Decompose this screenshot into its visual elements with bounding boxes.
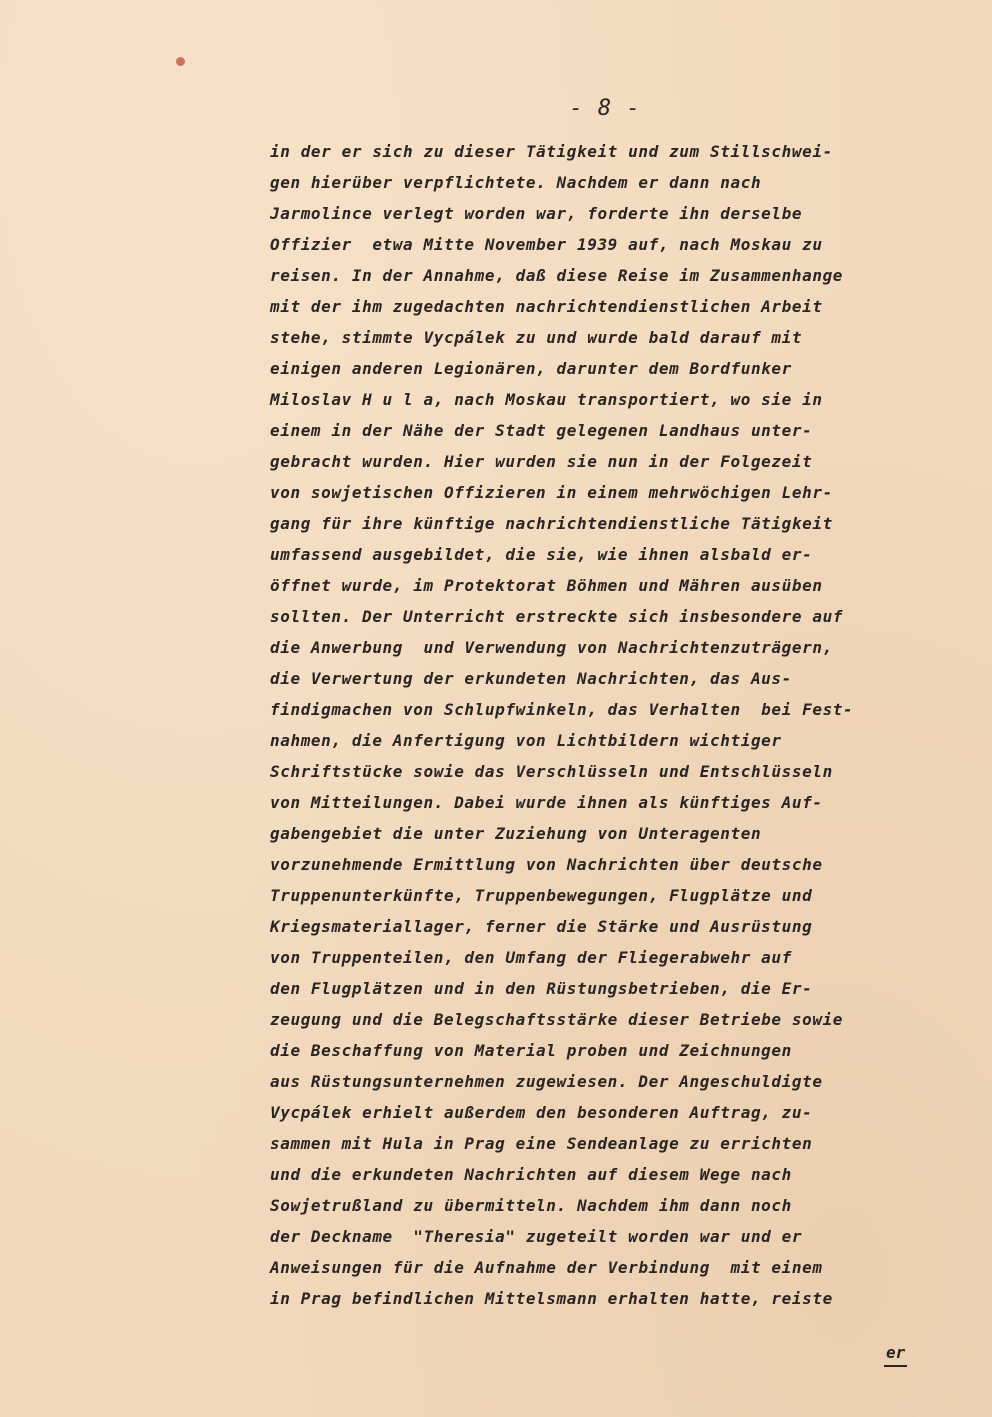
text-line: Miloslav H u l a, nach Moskau transportiert, wo sie in (270, 390, 823, 409)
catchword: er (884, 1342, 907, 1367)
ink-stain (176, 57, 185, 66)
text-line: gang für ihre künftige nachrichtendienstliche Tätigkeit (270, 514, 833, 533)
text-line: den Flugplätzen und in den Rüstungsbetrieben, die Er- (270, 979, 813, 998)
text-line: sammen mit Hula in Prag eine Sendeanlage zu errichten (270, 1134, 813, 1153)
text-line: mit der ihm zugedachten nachrichtendienstlichen Arbeit (270, 297, 823, 316)
text-line: stehe, stimmte Vycpálek zu und wurde bald darauf mit (270, 328, 803, 347)
text-line: öffnet wurde, im Protektorat Böhmen und Mähren ausüben (270, 576, 823, 595)
text-line: Anweisungen für die Aufnahme der Verbindung mit einem (270, 1258, 823, 1277)
text-line: und die erkundeten Nachrichten auf diesem Wege nach (270, 1165, 792, 1184)
text-line: Jarmolince verlegt worden war, forderte ihn derselbe (270, 204, 803, 223)
text-line: reisen. In der Annahme, daß diese Reise im Zusammenhange (270, 266, 844, 285)
text-line: Schriftstücke sowie das Verschlüsseln und Entschlüsseln (270, 762, 833, 781)
typed-body-text (270, 136, 970, 1314)
text-line: zeugung und die Belegschaftsstärke dieser Betriebe sowie (270, 1010, 844, 1029)
text-line: findigmachen von Schlupfwinkeln, das Verhalten bei Fest- (270, 700, 854, 719)
text-line: Sowjetrußland zu übermitteln. Nachdem ihm dann noch (270, 1196, 792, 1215)
text-line: Kriegsmateriallager, ferner die Stärke und Ausrüstung (270, 917, 813, 936)
text-line: die Anwerbung und Verwendung von Nachrichtenzuträgern, (270, 638, 833, 657)
text-line: Offizier etwa Mitte November 1939 auf, nach Moskau zu (270, 235, 823, 254)
text-line: in der er sich zu dieser Tätigkeit und zum Stillschwei- (270, 142, 833, 161)
text-line: aus Rüstungsunternehmen zugewiesen. Der Angeschuldigte (270, 1072, 823, 1091)
text-line: Vycpálek erhielt außerdem den besonderen Auftrag, zu- (270, 1103, 813, 1122)
text-line: die Verwertung der erkundeten Nachrichten, das Aus- (270, 669, 792, 688)
text-line: sollten. Der Unterricht erstreckte sich insbesondere auf (270, 607, 844, 626)
text-line: von Truppenteilen, den Umfang der Fliegerabwehr auf (270, 948, 792, 967)
text-line: in Prag befindlichen Mittelsmann erhalten hatte, reiste (270, 1289, 833, 1308)
text-line: umfassend ausgebildet, die sie, wie ihnen alsbald er- (270, 545, 813, 564)
text-line: gen hierüber verpflichtete. Nachdem er dann nach (270, 173, 762, 192)
text-line: vorzunehmende Ermittlung von Nachrichten über deutsche (270, 855, 823, 874)
page-number: - 8 - (569, 96, 641, 121)
text-line: einigen anderen Legionären, darunter dem Bordfunker (270, 359, 792, 378)
text-line: gabengebiet die unter Zuziehung von Unteragenten (270, 824, 762, 843)
text-line: einem in der Nähe der Stadt gelegenen Landhaus unter- (270, 421, 813, 440)
text-line: die Beschaffung von Material proben und Zeichnungen (270, 1041, 792, 1060)
text-line: gebracht wurden. Hier wurden sie nun in der Folgezeit (270, 452, 813, 471)
text-line: nahmen, die Anfertigung von Lichtbildern wichtiger (270, 731, 782, 750)
text-line: der Deckname "Theresia" zugeteilt worden war und er (270, 1227, 803, 1246)
text-line: von Mitteilungen. Dabei wurde ihnen als künftiges Auf- (270, 793, 823, 812)
text-line: von sowjetischen Offizieren in einem mehrwöchigen Lehr- (270, 483, 833, 502)
text-line: Truppenunterkünfte, Truppenbewegungen, Flugplätze und (270, 886, 813, 905)
